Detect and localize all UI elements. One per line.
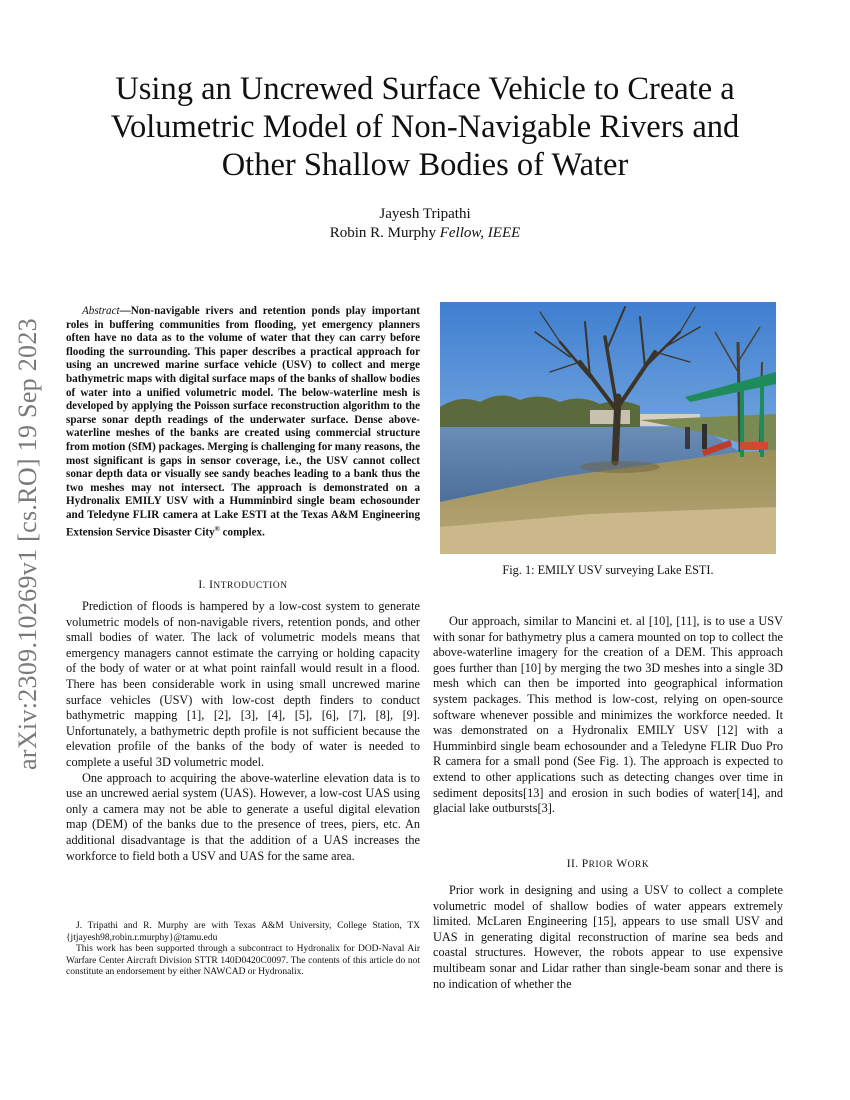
section-rest: NTRODUCTION [213,581,288,591]
section-number: II. [566,858,582,870]
section-number: I. [198,579,210,591]
lake-photo-illustration [440,302,776,554]
abstract [66,305,420,540]
section-initial: P [581,858,589,870]
paper-title: Using an Uncrewed Surface Vehicle to Create a Volumetric Model of Non-Navigable Rivers and Other Shallow Bodies of Water [110,71,740,183]
paragraph: Prior work in designing and using a USV to collect a complete volumetric model of shallow bodies of water appears extremely limited. McLaren Engineering [15], appears to use small USV and UAS in generating digital reconstruction of marine sea beds and coastal structures. However, the robots appear to use expensive multibeam sonar and Lidar rather than single-beam sonar and there is no indication of whether the [433,883,783,991]
author-line [200,205,650,224]
section-heading-prior-work [433,858,783,870]
author-line [200,224,650,243]
section-rest: RIOR [588,860,617,870]
section-initial: W [616,858,628,870]
abstract-text: —Non-navigable rivers and retention ponds play important roles in buffering communities from flooding, yet emergency planners often have no data as to the volume of water that they can carry before flooding the surrounding. This paper describes a practical approach for using an uncrewed marine surface vehicle (USV) to collect and merge bathymetric maps with digital surface maps of the banks of shallow bodies of water into a unified volumetric model. The below-waterline mesh is developed by applying the Poisson surface reconstruction algorithm to the sparse sonar depth readings of the underwater surface. Dense above-waterline meshes of the banks are created using commercial structure from motion (SfM) packages. Merging is challenging for many reasons, the most significant is gaps in sensor coverage, i.e., the USV cannot collect sonar depth data or visually see sandy beaches leading to a bank thus the two meshes may not intersect. The approach is demonstrated on a Hydronalix EMILY USV with a Humminbird single beam echosounder and Teledyne FLIR camera at Lake ESTI at the Texas A&M Engineering Extension Service Disaster City [66,305,420,539]
author-block [200,205,650,243]
arxiv-identifier-text: arXiv:2309.10269v1 [cs.RO] 19 Sep 2023 [13,318,43,770]
author-name: Jayesh Tripathi [379,206,471,222]
abstract-label: Abstract [82,305,120,317]
figure-1-caption: Fig. 1: EMILY USV surveying Lake ESTI. [502,563,714,577]
section-rest: ORK [627,860,650,870]
prior-work-body [433,883,783,992]
footnote-affiliation: J. Tripathi and R. Murphy are with Texas A&M University, College Station, TX {jtjayesh98,robin.r.murphy}@tamu.edu [66,921,420,943]
figure-1-photo [440,302,776,554]
approach-body [433,614,783,817]
registered-mark: ® [214,524,220,533]
paragraph: Prediction of floods is hampered by a low-cost system to generate volumetric models of non-navigable rivers, retention ponds, and other small bodies of water. The lack of volumetric models means that emergency managers cannot estimate the carrying or holding capacity of the body of water or at what point rainfall would result in a flood. There has been considerable work in using small uncrewed marine surface vehicles (USV) with low-cost depth finders to conduct bathymetric mapping [1], [2], [3], [4], [5], [6], [7], [8], [9]. Unfortunately, a bathymetric depth profile is not sufficient because the elevation profile of the banks of the body of water is needed to complete a useful 3D volumetric model. [66,599,420,769]
section-heading-introduction [66,579,420,591]
section-initial: I [209,579,214,591]
author-affiliation: Fellow, IEEE [439,225,521,241]
paragraph: One approach to acquiring the above-waterline elevation data is to use an uncrewed aerial system (UAS). However, a low-cost UAS using only a camera may not be able to generate a useful digital elevation map (DEM) of the banks due to the presence of trees, piers, etc. An additional disadvantage is that the addition of a UAS increases the workforce to field both a USV and UAS for the same area. [66,770,420,863]
footnote-funding: This work has been supported through a subcontract to Hydronalix for DOD-Naval Air Warfare Center Aircraft Division STTR 140D0420C0097. The contents of this article do not constitute an endorsement by either NAWCAD or Hydronalix. [66,944,420,978]
abstract-tail: complex. [219,526,265,539]
introduction-body [66,599,420,864]
arxiv-identifier [2,294,54,794]
author-name: Robin R. Murphy [329,225,436,241]
paragraph: Our approach, similar to Mancini et. al [10], [11], is to use a USV with sonar for bathymetry plus a camera mounted on top to collect the above-waterline imagery for the creation of a DEM. This approach goes further than [10] by merging the two 3D meshes into a single 3D mesh which can then be imported into geographical information system packages. This method is low-cost, relying on open-source software whenever possible and minimizes the workforce needed. It was demonstrated on a Hydronalix EMILY USV [12] with a Humminbird single beam echosounder and a Teledyne FLIR Duo Pro R camera for a small pond (See Fig. 1). The approach is expected to extend to other applications such as detecting changes over time in sediment deposits[13] and erosion in such bodies of water[14], and glacial lake outbursts[3]. [433,614,783,816]
footnotes [66,921,420,979]
